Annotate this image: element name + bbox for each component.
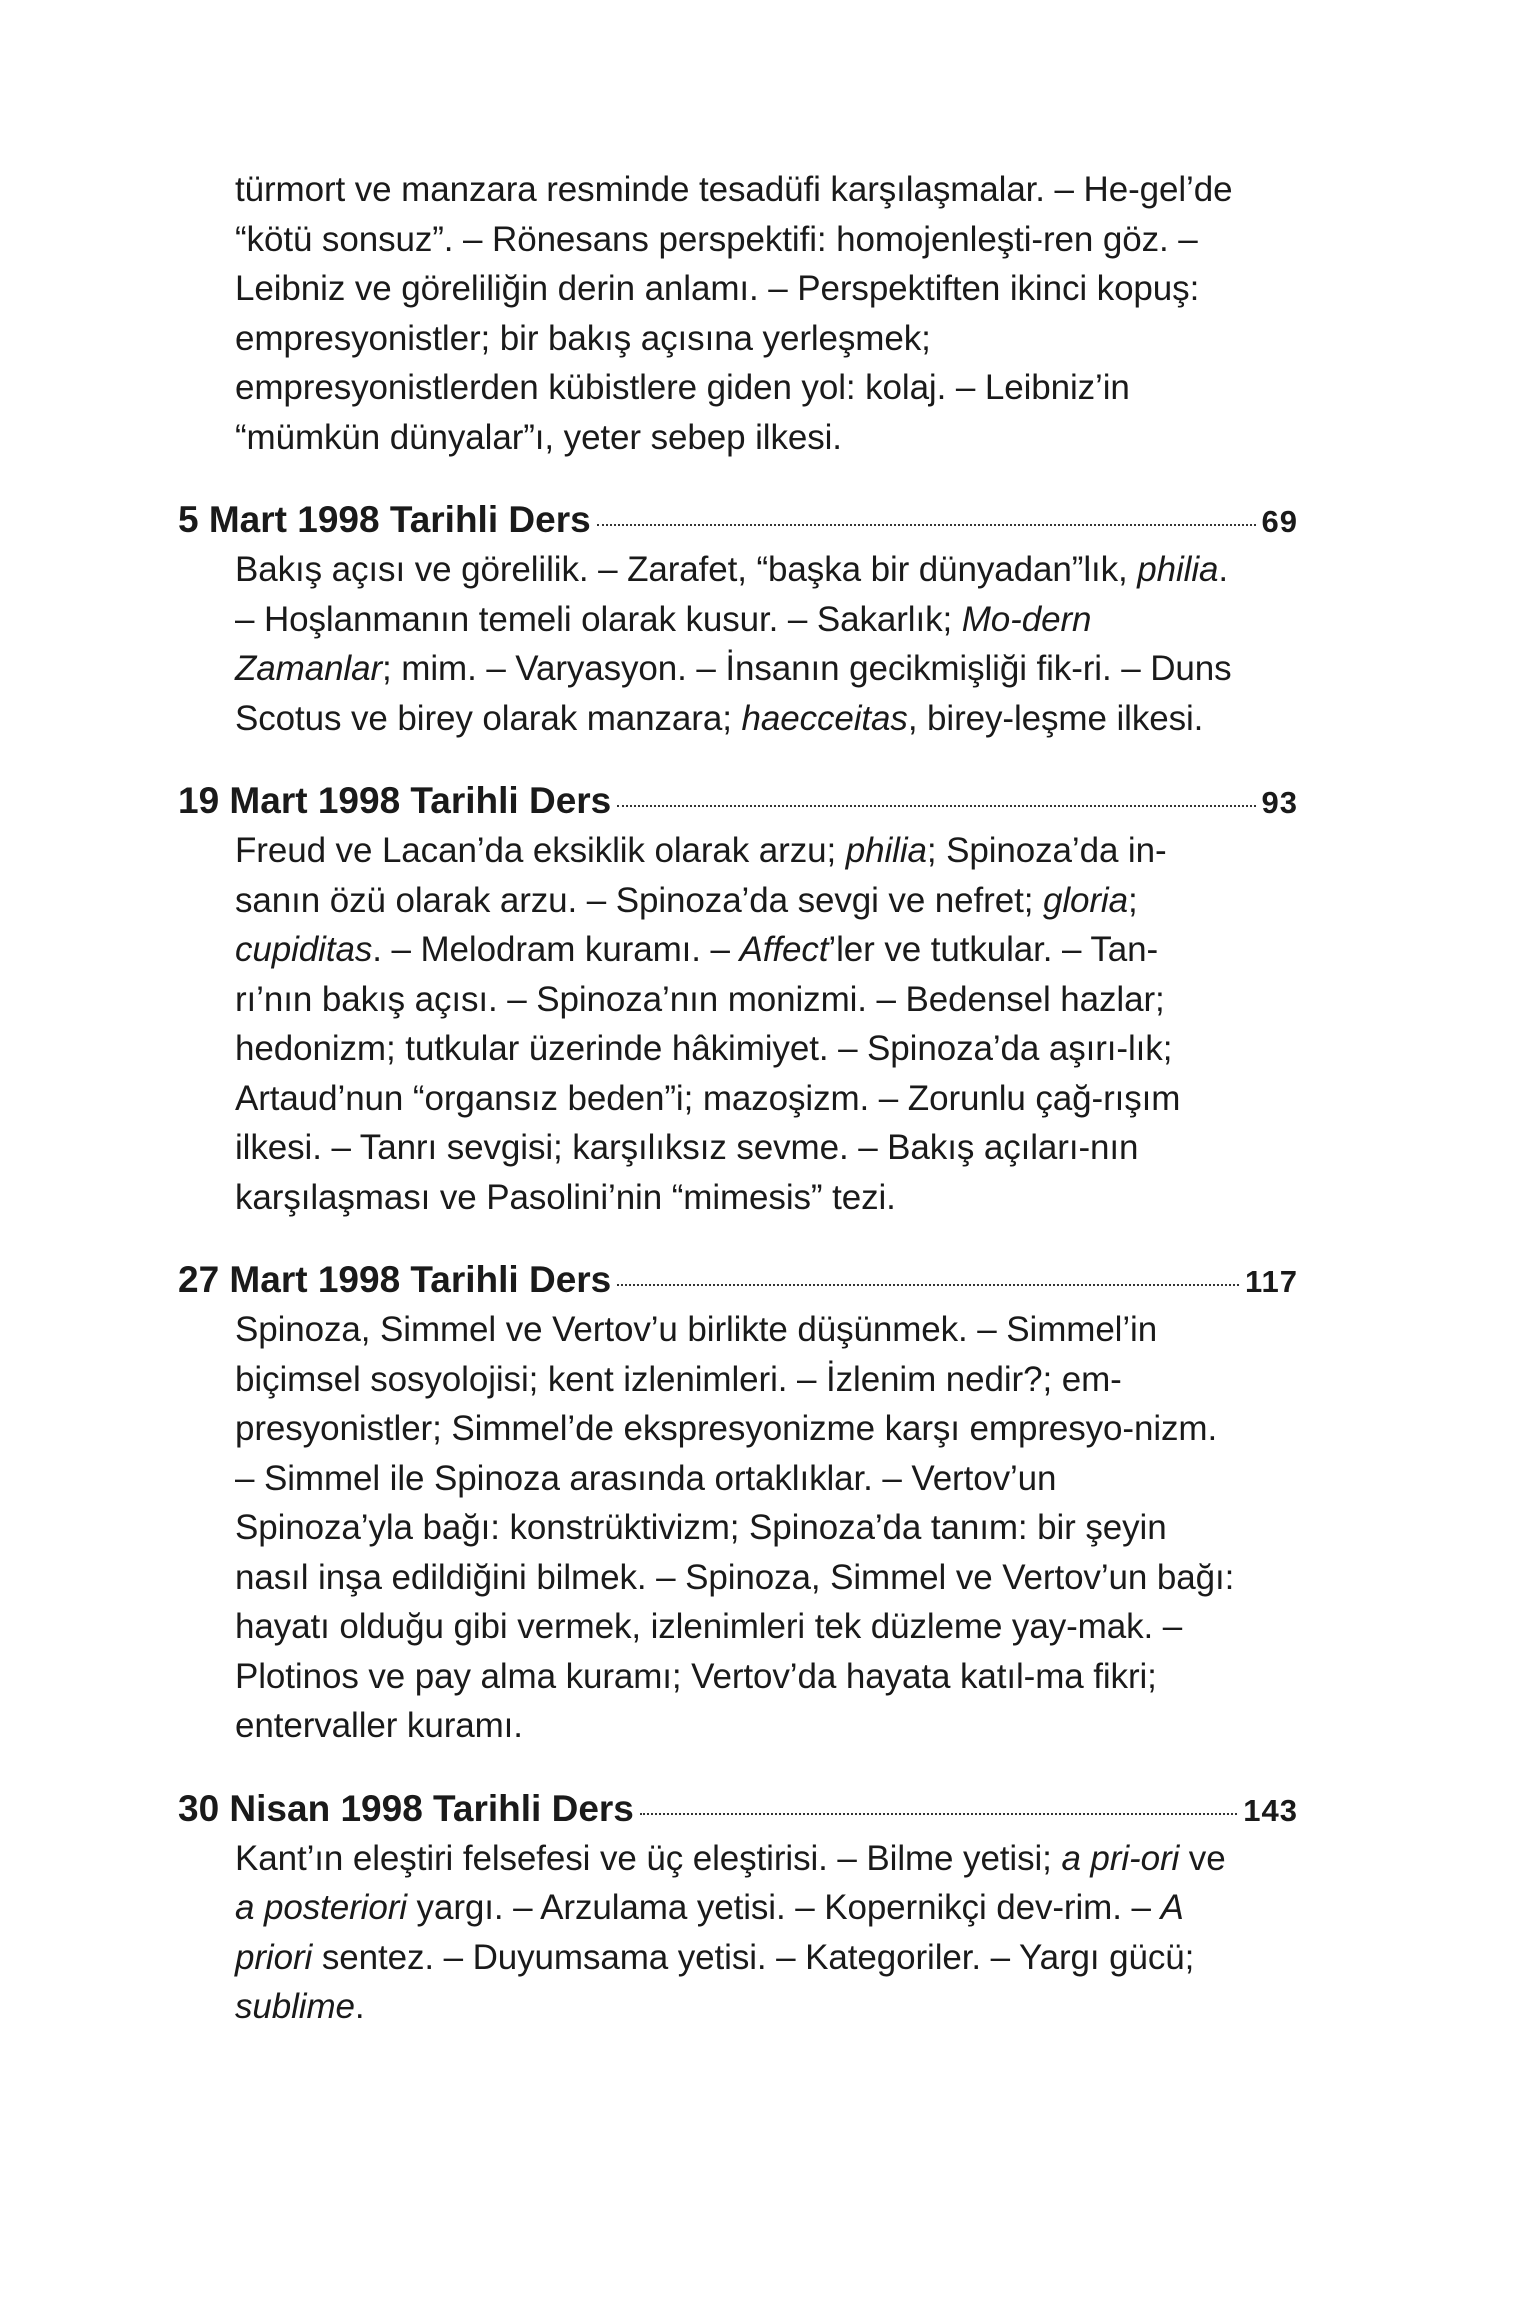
toc-entry (178, 1255, 1298, 1751)
toc-entry-title: 30 Nisan 1998 Tarihli Ders (178, 1787, 634, 1829)
desc-segment: ve (1179, 1838, 1226, 1878)
toc-entry-description (235, 826, 1235, 1222)
desc-segment: ; (1127, 880, 1138, 920)
dot-leader (640, 1813, 1237, 1815)
toc-entry-description (235, 545, 1235, 743)
desc-segment-italic: a posteriori (235, 1888, 407, 1927)
desc-segment: Bakış açısı ve görelilik. – Zarafet, “başka bir dünyadan”lık, (235, 550, 1138, 589)
toc-entry-page: 93 (1261, 785, 1298, 820)
intro-paragraph (235, 165, 1235, 462)
desc-segment: . – Hoşlanmanın temeli olarak kusur. – Sakarlık; (235, 550, 1229, 639)
toc-entry-description (235, 1305, 1235, 1751)
desc-segment-italic: A priori (235, 1888, 1183, 1977)
desc-segment: yargı. – Arzulama yetisi. – Kopernikçi dev-rim. – (406, 1888, 1161, 1927)
desc-segment-italic: a pri-ori (1061, 1838, 1180, 1878)
desc-segment: . – Melodram kuramı. – (372, 930, 740, 969)
toc-entry-title: 19 Mart 1998 Tarihli Ders (178, 780, 612, 821)
toc-entry-heading[interactable] (178, 495, 1298, 545)
desc-segment: ’ler ve tutkular. – Tan-rı’nın bakış açısı. – Spinoza’nın monizmi. – Bedensel hazlar; hedonizm; tutkular üzerinde hâkimiyet. – Spinoza’da aşırı-lık; Artaud’nun “organsız beden”i; mazoşizm. – Zorunlu çağ-rışım ilkesi. – Tanrı sevgisi; karşılıksız sevme. – Bakış açıları-nın karşılaşması ve Pasolini’nin “mimesis” tezi. (235, 930, 1181, 1217)
toc-entry (178, 495, 1298, 743)
desc-segment-italic: sublime (235, 1987, 355, 2026)
desc-segment: . (354, 1987, 365, 2026)
intro-text: türmort ve manzara resminde tesadüfi karşılaşmalar. – He-gel’de “kötü sonsuz”. – Rönesans perspektifi: homojenleşti-ren göz. – Leibniz ve göreliliğin derin anlamı. – Perspektiften ikinci kopuş: empresyonistler; bir bakış açısına yerleşmek; empresyonistlerden kübistlere giden yol: kolaj. – Leibniz’in “mümkün dünyalar”ı, yeter sebep ilkesi. (235, 170, 1233, 457)
table-of-contents (178, 165, 1298, 2032)
toc-entry-page: 143 (1243, 1792, 1298, 1828)
toc-entry-description (235, 1834, 1235, 2032)
desc-segment: ; mim. – Varyasyon. – İnsanın gecikmişliği fik-ri. – Duns Scotus ve birey olarak manzara; (235, 649, 1232, 738)
desc-segment-italic: philia (845, 831, 927, 870)
desc-segment: ; Spinoza’da in-sanın özü olarak arzu. – Spinoza’da sevgi ve nefret; (235, 831, 1167, 920)
desc-segment: Spinoza, Simmel ve Vertov’u birlikte düşünmek. – Simmel’in biçimsel sosyolojisi; kent izlenimleri. – İzlenim nedir?; em-presyonistler; Simmel’de ekspresyonizme karşı empresyo-nizm. – Simmel ile Spinoza arasında ortaklıklar. – Vertov’un Spinoza’yla bağı: konstrüktivizm; Spinoza’da tanım: bir şeyin nasıl inşa edildiğini bilmek. – Spinoza, Simmel ve Vertov’un bağı: hayatı olduğu gibi vermek, izlenimleri tek düzleme yay-mak. – Plotinos ve pay alma kuramı; Vertov’da hayata katıl-ma fikri; entervaller kuramı. (235, 1310, 1235, 1745)
desc-segment-italic: philia (1137, 550, 1219, 589)
dot-leader (597, 524, 1256, 526)
toc-entry-page: 69 (1261, 504, 1298, 539)
desc-segment-italic: cupiditas (235, 930, 373, 969)
toc-entry-heading[interactable] (178, 1784, 1298, 1834)
desc-segment: , birey-leşme ilkesi. (907, 698, 1204, 738)
toc-entry (178, 776, 1298, 1222)
desc-segment: Freud ve Lacan’da eksiklik olarak arzu; (235, 831, 846, 870)
desc-segment: sentez. – Duyumsama yetisi. – Kategoriler. – Yargı gücü; (312, 1937, 1195, 1977)
desc-segment-italic: gloria (1042, 880, 1128, 920)
desc-segment-italic: Affect (739, 930, 829, 969)
toc-entry-title: 5 Mart 1998 Tarihli Ders (178, 499, 591, 540)
toc-entry-heading[interactable] (178, 1255, 1298, 1305)
toc-entry-title: 27 Mart 1998 Tarihli Ders (178, 1259, 612, 1300)
toc-entry-heading[interactable] (178, 776, 1298, 826)
toc-entry-page: 117 (1244, 1264, 1298, 1299)
dot-leader (617, 805, 1255, 807)
toc-entry (178, 1784, 1298, 2032)
desc-segment: Kant’ın eleştiri felsefesi ve üç eleştirisi. – Bilme yetisi; (235, 1838, 1062, 1878)
desc-segment-italic: haecceitas (741, 698, 908, 738)
desc-segment-italic: Mo-dern Zamanlar (235, 599, 1092, 688)
dot-leader (617, 1284, 1239, 1286)
